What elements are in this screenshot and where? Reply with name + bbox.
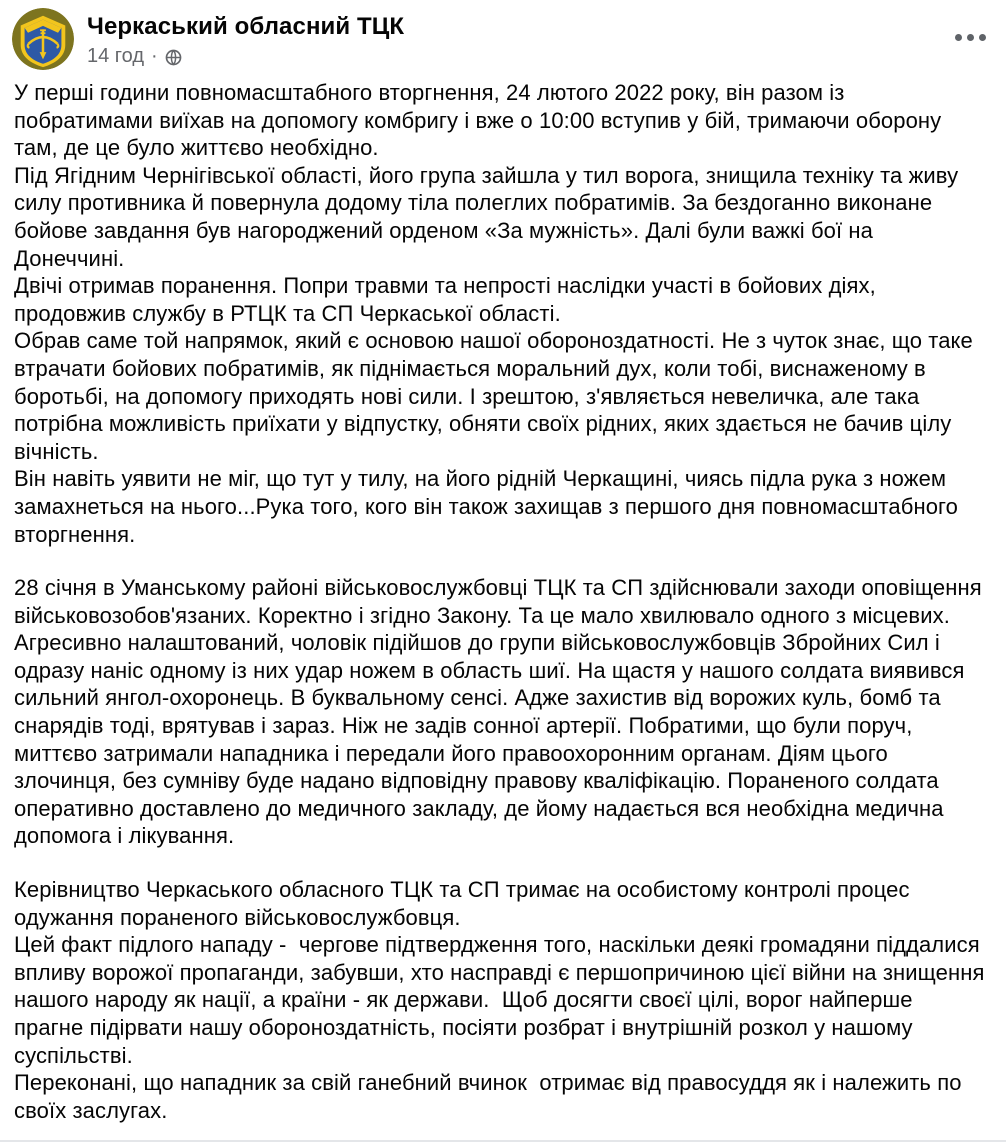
post-paragraph: Керівництво Черкаського обласного ТЦК та СП тримає на особистому контролі процес одужання пораненого військовослужбовця.: [14, 877, 916, 930]
meta-separator: ·: [151, 44, 158, 67]
unit-emblem-icon: [12, 8, 74, 70]
ellipsis-menu-icon: [967, 34, 974, 41]
post-paragraph: Двічі отримав поранення. Попри травми та непрості наслідки участі в бойових діях, продовжив службу в РТЦК та СП Черкаської області.: [14, 273, 883, 326]
ellipsis-menu-icon: [979, 34, 986, 41]
post-menu-button[interactable]: [953, 28, 988, 47]
page-name-link[interactable]: Черкаський обласний ТЦК: [87, 13, 405, 40]
post-paragraph: Під Ягідним Чернігівської області, його група зайшла у тил ворога, знищила техніку та живу силу противника й повернула додому тіла полеглих побратимів. За бездоганно виконане бойове завдання був нагороджений орденом «За мужність». Далі були важкі бої на Донеччині.: [14, 162, 965, 271]
post-paragraph: У перші години повномасштабного вторгнення, 24 лютого 2022 року, він разом із побратимами виїхав на допомогу комбригу і вже о 10:00 вступив у бій, тримаючи оборону там, де це було життєво необхідно.: [14, 80, 948, 161]
post-paragraph: Цей факт підлого нападу - чергове підтвердження того, наскільки деякі громадяни піддалися впливу ворожої пропаганди, забувши, хто насправді є першопричиною цієї війни на знищення нашого народу як нації, а країни - як держави. Щоб досягти своєї цілі, ворог найперше прагне підірвати нашу обороноздатність, посіяти розбрат і внутрішній розкол у нашому суспільстві.: [14, 932, 991, 1068]
post-meta[interactable]: [87, 45, 404, 68]
post-paragraph: Обрав саме той напрямок, який є основою нашої обороноздатності. Не з чуток знає, що таке втрачати бойових побратимів, як піднімається моральний дух, коли тобі, виснаженому в боротьбі, на допомогу приходять нові сили. І зрештою, з'являється невеличка, але така потрібна можливість приїхати у відпустку, обняти своїх рідних, яких здається не бачив цілу вічність.: [14, 328, 980, 464]
post-paragraph: Переконані, що нападник за свій ганебний вчинок отримає від правосуддя як і належить по своїх заслугах.: [14, 1070, 968, 1123]
header-info: [87, 8, 404, 68]
globe-icon: [165, 49, 182, 66]
post-paragraph: Він навіть уявити не міг, що тут у тилу, на його рідній Черкащині, чиясь підла рука з ножем замахнеться на нього...Рука того, кого він також захищав з першого дня повномасштабного вторгнення.: [14, 466, 965, 547]
post-paragraph: 28 січня в Уманському районі військовослужбовці ТЦК та СП здійснювали заходи оповіщення військовозобов'язаних. Коректно і згідно Закону. Та це мало хвилювало одного з місцевих. Агресивно налаштований, чоловік підійшов до групи військовослужбовців Збройних Сил і одразу наніс одному із них удар ножем в область шиї. На щастя у нашого солдата виявився сильний янгол-охоронець. В буквальному сенсі. Адже захистив від ворожих куль, бомб та снарядів тоді, врятував і зараз. Ніж не задів сонної артерії. Побратими, що були поруч, миттєво затримали нападника і передали його правоохоронним органам. Діям цього злочинця, без сумніву буде надано відповідну правову кваліфікацію. Пораненого солдата оперативно доставлено до медичного закладу, де йому надається вся необхідна медична допомога і лікування.: [14, 575, 988, 849]
post-text: [0, 76, 1006, 1124]
post-header: [0, 0, 1006, 76]
timestamp[interactable]: 14 год: [87, 44, 145, 67]
page-avatar[interactable]: [12, 8, 74, 70]
ellipsis-menu-icon: [955, 34, 962, 41]
